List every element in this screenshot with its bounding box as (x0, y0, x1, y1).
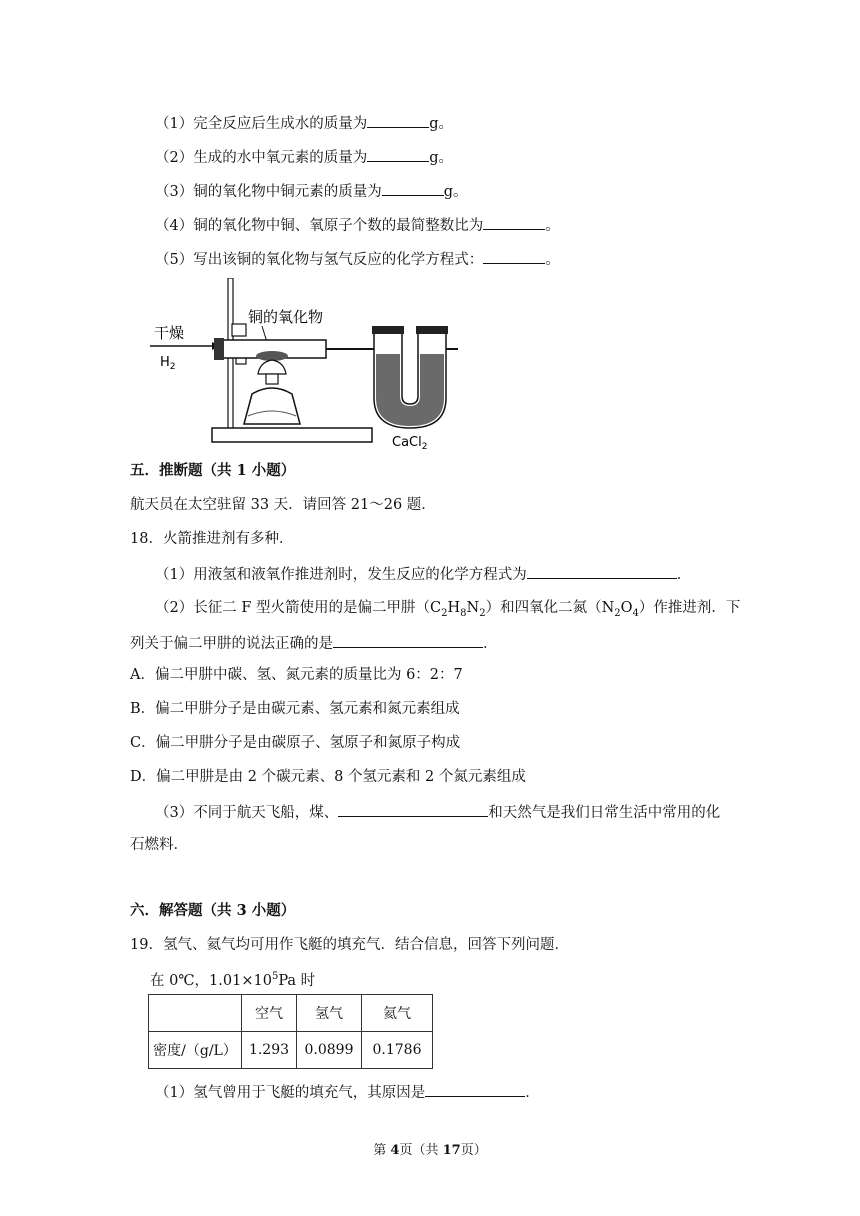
answer-blank[interactable] (338, 801, 488, 817)
table-header-cell: 氢气 (297, 995, 362, 1032)
section-heading-6: 六．解答题（共 3 小题） (130, 902, 296, 919)
page-total: 17 (442, 1143, 461, 1158)
option-c[interactable]: C．偏二甲肼分子是由碳原子、氢原子和氮原子构成 (130, 735, 461, 751)
q17-item-3-unit: g。 (443, 184, 468, 200)
q19-part-1: （1）氢气曾用于飞艇的填充气，其原因是 ． (155, 1081, 540, 1103)
page-number: 4 (390, 1143, 400, 1158)
table-header-cell: 空气 (242, 995, 297, 1032)
q18-part-2: （2）长征二 F 型火箭使用的是偏二甲肼$(C_2H_8N_2)$和四氧化二氮$(N_2O_4)$作推进剂．下 (155, 600, 741, 619)
calcium-chloride-fill (376, 354, 444, 426)
table-header-cell: 氦气 (362, 995, 433, 1032)
answer-blank[interactable] (367, 146, 429, 162)
table-header-cell (149, 995, 242, 1032)
q17-item-1 (155, 112, 453, 134)
q17-item-1-unit: g。 (429, 116, 454, 132)
page-footer: 第 4页（共 17页） (373, 1143, 487, 1158)
u-tube-inner (402, 334, 418, 404)
option-b[interactable]: B．偏二甲肼分子是由碳元素、氢元素和氮元素组成 (130, 701, 460, 717)
table-cell: 0.0899 (297, 1032, 362, 1069)
q17-item-4-text: （4）铜的氧化物中铜、氧原子个数的最简整数比为 (155, 218, 484, 234)
q18-part-2-line2: 列关于偏二甲肼的说法正确的是 ． (130, 632, 498, 654)
q19-condition: 在 0℃，$1.01\times 10^5Pa$ 时 (150, 971, 316, 989)
q17-item-5 (155, 248, 560, 270)
q17-item-2-unit: g。 (429, 150, 454, 166)
option-a[interactable]: A．偏二甲肼中碳、氢、氮元素的质量比为 6：2：7 (130, 667, 463, 683)
q17-item-3 (155, 180, 468, 202)
q17-item-4-unit: 。 (545, 218, 560, 234)
table-row-label: 密度/（g/L） (149, 1032, 242, 1069)
apparatus-diagram (140, 278, 460, 453)
table-header-row (149, 995, 433, 1032)
q18-stem: 18．火箭推进剂有多种． (130, 531, 294, 547)
q17-item-4 (155, 214, 560, 236)
label-cacl2: CaCl$_2$ (392, 435, 428, 452)
q17-item-2-text: （2）生成的水中氧元素的质量为 (155, 150, 368, 166)
option-d[interactable]: D．偏二甲肼是由 2 个碳元素、8 个氢元素和 2 个氮元素组成 (130, 769, 526, 785)
label-dry: 干燥 (154, 324, 185, 342)
q19-stem: 19．氢气、氦气均可用作飞艇的填充气．结合信息，回答下列问题． (130, 937, 569, 953)
q17-item-2 (155, 146, 453, 168)
flame (258, 360, 286, 374)
section-5-intro: 航天员在太空驻留 33 天．请回答 21～26 题． (130, 497, 436, 513)
u-tube-stopper-left (372, 326, 404, 334)
table-row (149, 1032, 433, 1069)
q18-part-3: （3）不同于航天飞船，煤、 和天然气是我们日常生活中常用的化 (155, 801, 720, 823)
q17-item-5-text: （5）写出该铜的氧化物与氢气反应的化学方程式： (155, 252, 484, 268)
answer-blank[interactable] (483, 214, 545, 230)
stand-base (212, 428, 372, 442)
lamp-neck (266, 374, 278, 384)
alcohol-lamp (244, 388, 300, 424)
q17-item-5-unit: 。 (545, 252, 560, 268)
answer-blank[interactable] (483, 248, 545, 264)
u-tube-stopper-right (416, 326, 448, 334)
density-table (148, 994, 433, 1069)
q17-item-1-text: （1）完全反应后生成水的质量为 (155, 116, 368, 132)
q17-item-3-text: （3）铜的氧化物中铜元素的质量为 (155, 184, 382, 200)
answer-blank[interactable] (425, 1081, 525, 1097)
answer-blank[interactable] (382, 180, 444, 196)
stopper-left (214, 338, 224, 360)
table-cell: 1.293 (242, 1032, 297, 1069)
answer-blank[interactable] (333, 632, 483, 648)
answer-blank[interactable] (527, 563, 677, 579)
label-h2: $H_2$ (160, 355, 176, 372)
q18-part-3-line2: 石燃料． (130, 837, 188, 853)
q18-part-1: （1）用液氢和液氧作推进剂时，发生反应的化学方程式为 ． (155, 563, 691, 585)
table-cell: 0.1786 (362, 1032, 433, 1069)
section-heading-5: 五．推断题（共 1 小题） (130, 462, 296, 479)
label-copper-oxide: 铜的氧化物 (248, 308, 324, 326)
answer-blank[interactable] (367, 112, 429, 128)
clamp (232, 324, 246, 336)
